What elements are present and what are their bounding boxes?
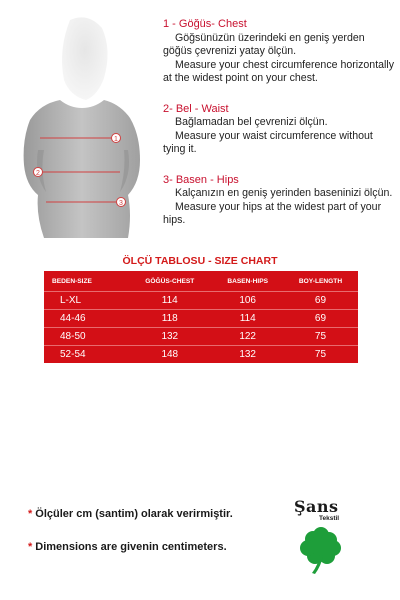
size-chart-title: ÖLÇÜ TABLOSU - SIZE CHART (122, 255, 278, 267)
clover-icon (298, 527, 344, 575)
body-measurement-figure (0, 0, 160, 250)
hips-cell: 122 (212, 328, 283, 346)
table-row (44, 310, 358, 328)
chest-marker (112, 134, 121, 144)
note-turkish (28, 508, 233, 520)
hips-cell: 132 (212, 346, 283, 364)
chest-title: 1 - Göğüs- Chest (163, 18, 247, 30)
length-cell: 69 (283, 292, 358, 310)
note-star: * (28, 541, 33, 553)
size-chart-table (44, 271, 358, 363)
size-cell: 52-54 (44, 346, 127, 364)
size-cell: L-XL (44, 292, 127, 310)
note-star: * (28, 508, 33, 520)
chest-cell: 132 (127, 328, 212, 346)
size-chart-header-row (44, 271, 358, 292)
chest-cell: 118 (127, 310, 212, 328)
table-row (44, 292, 358, 310)
note-english (28, 541, 227, 553)
header-length: BOY-LENGTH (298, 277, 343, 285)
waist-text-tr: Bağlamadan bel çevrenizi ölçün. (175, 116, 328, 128)
hips-title: 3- Basen - Hips (163, 173, 239, 186)
note-text-en: Dimensions are givenin centimeters. (35, 541, 227, 553)
head-silhouette (62, 17, 108, 100)
chest-text-en: Measure your chest circumference horizontally at the widest point on your chest. (163, 58, 395, 84)
chest-instruction (163, 18, 395, 86)
hips-instruction (163, 174, 395, 228)
waist-text-en: Measure your waist circumference without tying it. (163, 129, 373, 155)
hips-text-tr: Kalçanızın en geniş yerinden baseninizi ölçün. (175, 187, 393, 199)
waist-marker (34, 168, 43, 178)
hips-cell: 106 (212, 292, 283, 310)
measurement-instructions (163, 18, 395, 245)
svg-text:1: 1 (114, 136, 118, 143)
hips-text-en: Measure your hips at the widest part of your hips. (163, 200, 382, 226)
header-size: BEDEN-SIZE (52, 277, 92, 285)
chest-text-tr: Göğsünüzün üzerindeki en geniş yerden göğüs çevrenizi yatay ölçün. (163, 31, 365, 57)
length-cell: 75 (283, 346, 358, 364)
size-cell: 44-46 (44, 310, 127, 328)
header-chest: GÖĞÜS-CHEST (145, 277, 195, 285)
hips-cell: 114 (212, 310, 283, 328)
svg-text:3: 3 (119, 200, 123, 207)
header-hips: BASEN-HIPS (227, 277, 268, 285)
table-row (44, 346, 358, 364)
waist-title: 2- Bel - Waist (163, 102, 229, 115)
chest-cell: 148 (127, 346, 212, 364)
waist-instruction (163, 103, 395, 157)
hips-marker (117, 198, 126, 208)
length-cell: 69 (283, 310, 358, 328)
logo-subtitle: Tekstil (319, 515, 340, 522)
chest-cell: 114 (127, 292, 212, 310)
length-cell: 75 (283, 328, 358, 346)
note-text-tr: Ölçüler cm (santim) olarak verirmiştir. (35, 508, 233, 520)
svg-text:2: 2 (36, 170, 40, 177)
logo-name: Şans (294, 497, 339, 516)
table-row (44, 328, 358, 346)
brand-logo (286, 497, 358, 577)
size-cell: 48-50 (44, 328, 127, 346)
